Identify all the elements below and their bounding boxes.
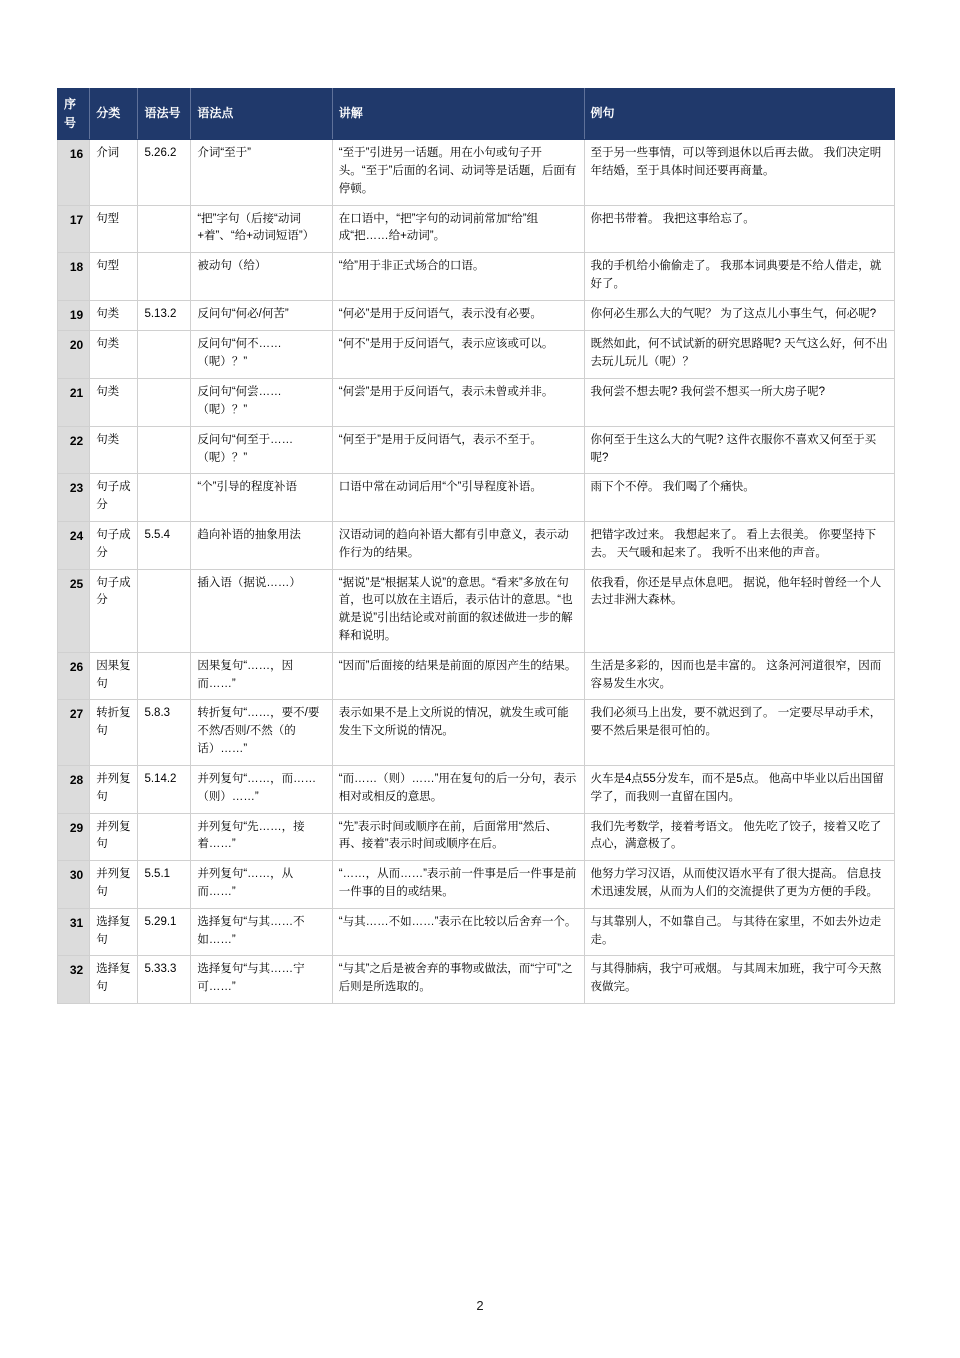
cell-category: 并列复句	[90, 861, 138, 909]
cell-grammar-point: 被动句（给）	[191, 253, 332, 301]
cell-grammar-no: 5.33.3	[138, 956, 191, 1004]
cell-grammar-no: 5.5.4	[138, 521, 191, 569]
cell-seq: 30	[58, 861, 90, 909]
cell-seq: 26	[58, 652, 90, 700]
cell-category: 句子成分	[90, 521, 138, 569]
cell-explanation: 表示如果不是上文所说的情况，就发生或可能发生下文所说的情况。	[332, 700, 584, 765]
cell-category: 句类	[90, 300, 138, 331]
cell-examples: 生活是多彩的，因而也是丰富的。 这条河河道很窄，因而容易发生水灾。	[584, 652, 894, 700]
column-header-grammar-point: 语法点	[191, 89, 332, 140]
cell-examples: 你何必生那么大的气呢？ 为了这点儿小事生气，何必呢?	[584, 300, 894, 331]
cell-explanation: “何至于”是用于反问语气，表示不至于。	[332, 426, 584, 474]
cell-examples: 火车是4点55分发车，而不是5点。 他高中毕业以后出国留学了，而我则一直留在国内。	[584, 765, 894, 813]
cell-seq: 31	[58, 908, 90, 956]
cell-grammar-point: 反问句“何不……（呢）？”	[191, 331, 332, 379]
column-header-examples: 例句	[584, 89, 894, 140]
cell-grammar-point: 并列复句“……，从而……”	[191, 861, 332, 909]
cell-explanation: “先”表示时间或顺序在前，后面常用“然后、再、接着”表示时间或顺序在后。	[332, 813, 584, 861]
cell-examples: 与其靠别人，不如靠自己。 与其待在家里，不如去外边走走。	[584, 908, 894, 956]
table-row	[58, 569, 895, 652]
table-row	[58, 700, 895, 765]
cell-examples: 与其得肺病，我宁可戒烟。 与其周末加班，我宁可今天熬夜做完。	[584, 956, 894, 1004]
cell-grammar-no	[138, 379, 191, 427]
cell-examples: 你把书带着。 我把这事给忘了。	[584, 205, 894, 253]
cell-seq: 28	[58, 765, 90, 813]
cell-seq: 29	[58, 813, 90, 861]
cell-seq: 22	[58, 426, 90, 474]
cell-examples: 把错字改过来。 我想起来了。 看上去很美。 你要坚持下去。 天气暖和起来了。 我听不出来他的声音。	[584, 521, 894, 569]
cell-grammar-point: 选择复句“与其……不如……”	[191, 908, 332, 956]
cell-seq: 25	[58, 569, 90, 652]
cell-explanation: 口语中常在动词后用“个”引导程度补语。	[332, 474, 584, 522]
cell-grammar-point: 转折复句“……，要不/要不然/否则/不然（的话）……”	[191, 700, 332, 765]
cell-grammar-no	[138, 331, 191, 379]
cell-category: 并列复句	[90, 813, 138, 861]
cell-seq: 18	[58, 253, 90, 301]
cell-grammar-point: 并列复句“先……，接着……”	[191, 813, 332, 861]
cell-examples: 我何尝不想去呢? 我何尝不想买一所大房子呢?	[584, 379, 894, 427]
column-header-grammar-no: 语法号	[138, 89, 191, 140]
cell-grammar-no	[138, 569, 191, 652]
table-row	[58, 956, 895, 1004]
cell-examples: 雨下个不停。 我们喝了个痛快。	[584, 474, 894, 522]
cell-explanation: “何尝”是用于反问语气，表示未曾或并非。	[332, 379, 584, 427]
cell-grammar-no	[138, 253, 191, 301]
cell-seq: 17	[58, 205, 90, 253]
cell-explanation: “何必”是用于反问语气，表示没有必要。	[332, 300, 584, 331]
cell-grammar-point: 介词“至于”	[191, 140, 332, 205]
cell-grammar-point: 反问句“何尝……（呢）？”	[191, 379, 332, 427]
cell-category: 并列复句	[90, 765, 138, 813]
cell-explanation: “与其”之后是被舍弃的事物或做法，而“宁可”之后则是所选取的。	[332, 956, 584, 1004]
column-header-explanation: 讲解	[332, 89, 584, 140]
cell-grammar-point: “把”字句（后接“动词+着”、“给+动词短语”）	[191, 205, 332, 253]
table-row	[58, 521, 895, 569]
cell-category: 选择复句	[90, 956, 138, 1004]
cell-grammar-point: 选择复句“与其……宁可……”	[191, 956, 332, 1004]
table-row	[58, 140, 895, 205]
cell-explanation: 在口语中，“把”字句的动词前常加“给”组成“把……给+动词”。	[332, 205, 584, 253]
cell-explanation: “与其……不如……”表示在比较以后舍弃一个。	[332, 908, 584, 956]
cell-grammar-no	[138, 474, 191, 522]
cell-explanation: “……，从而……”表示前一件事是后一件事是前一件事的目的或结果。	[332, 861, 584, 909]
cell-seq: 21	[58, 379, 90, 427]
cell-examples: 至于另一些事情，可以等到退休以后再去做。 我们决定明年结婚，至于具体时间还要再商量。	[584, 140, 894, 205]
cell-category: 因果复句	[90, 652, 138, 700]
cell-explanation: “何不”是用于反问语气，表示应该或可以。	[332, 331, 584, 379]
table-row	[58, 379, 895, 427]
cell-seq: 20	[58, 331, 90, 379]
cell-grammar-point: 并列复句“……，而……（则）……”	[191, 765, 332, 813]
cell-grammar-point: 反问句“何必/何苦”	[191, 300, 332, 331]
table-row	[58, 331, 895, 379]
table-header	[58, 89, 895, 140]
cell-examples: 我们必须马上出发，要不就迟到了。 一定要尽早动手术，要不然后果是很可怕的。	[584, 700, 894, 765]
table-row	[58, 861, 895, 909]
cell-seq: 32	[58, 956, 90, 1004]
cell-explanation: “而……（则）……”用在复句的后一分句，表示相对或相反的意思。	[332, 765, 584, 813]
cell-grammar-no	[138, 205, 191, 253]
cell-seq: 23	[58, 474, 90, 522]
cell-grammar-point: 因果复句“……，因而……”	[191, 652, 332, 700]
table-row	[58, 474, 895, 522]
cell-examples: 依我看，你还是早点休息吧。 据说，他年轻时曾经一个人去过非洲大森林。	[584, 569, 894, 652]
cell-explanation: “给”用于非正式场合的口语。	[332, 253, 584, 301]
cell-grammar-point: “个”引导的程度补语	[191, 474, 332, 522]
cell-explanation: 汉语动词的趋向补语大都有引申意义，表示动作行为的结果。	[332, 521, 584, 569]
cell-grammar-no: 5.14.2	[138, 765, 191, 813]
cell-grammar-no	[138, 813, 191, 861]
cell-seq: 19	[58, 300, 90, 331]
cell-category: 句子成分	[90, 474, 138, 522]
column-header-category: 分类	[90, 89, 138, 140]
table-body	[58, 140, 895, 1004]
table-row	[58, 765, 895, 813]
cell-seq: 16	[58, 140, 90, 205]
page-number: 2	[476, 1298, 484, 1313]
cell-grammar-no	[138, 652, 191, 700]
cell-examples: 你何至于生这么大的气呢? 这件衣服你不喜欢又何至于买呢?	[584, 426, 894, 474]
cell-category: 句型	[90, 253, 138, 301]
cell-category: 句子成分	[90, 569, 138, 652]
cell-explanation: “据说”是“根据某人说”的意思。“看来”多放在句首，也可以放在主语后，表示估计的意思。“也就是说”引出结论或对前面的叙述做进一步的解释和说明。	[332, 569, 584, 652]
column-header-seq: 序号	[58, 89, 90, 140]
cell-grammar-no: 5.13.2	[138, 300, 191, 331]
cell-category: 句类	[90, 379, 138, 427]
cell-examples: 他努力学习汉语，从而使汉语水平有了很大提高。 信息技术迅速发展，从而为人们的交流提供了更为方便的手段。	[584, 861, 894, 909]
cell-seq: 27	[58, 700, 90, 765]
cell-grammar-no: 5.26.2	[138, 140, 191, 205]
grammar-table	[57, 88, 895, 1004]
cell-seq: 24	[58, 521, 90, 569]
table-row	[58, 908, 895, 956]
cell-category: 转折复句	[90, 700, 138, 765]
cell-grammar-no	[138, 426, 191, 474]
cell-category: 介词	[90, 140, 138, 205]
table-row	[58, 813, 895, 861]
table-row	[58, 300, 895, 331]
cell-examples: 既然如此，何不试试新的研究思路呢? 天气这么好，何不出去玩儿玩儿（呢）？	[584, 331, 894, 379]
table-row	[58, 205, 895, 253]
table-header-row	[58, 89, 895, 140]
cell-examples: 我们先考数学，接着考语文。 他先吃了饺子，接着又吃了点心，满意极了。	[584, 813, 894, 861]
cell-grammar-no: 5.8.3	[138, 700, 191, 765]
cell-grammar-no: 5.5.1	[138, 861, 191, 909]
cell-grammar-point: 插入语（据说……）	[191, 569, 332, 652]
cell-examples: 我的手机给小偷偷走了。 我那本词典要是不给人借走，就好了。	[584, 253, 894, 301]
cell-category: 句类	[90, 331, 138, 379]
cell-grammar-no: 5.29.1	[138, 908, 191, 956]
cell-explanation: “因而”后面接的结果是前面的原因产生的结果。	[332, 652, 584, 700]
table-row	[58, 253, 895, 301]
cell-category: 选择复句	[90, 908, 138, 956]
cell-grammar-point: 反问句“何至于……（呢）？”	[191, 426, 332, 474]
table-row	[58, 426, 895, 474]
cell-category: 句类	[90, 426, 138, 474]
table-row	[58, 652, 895, 700]
cell-explanation: “至于”引进另一话题。用在小句或句子开头。“至于”后面的名词、动词等是话题，后面有停顿。	[332, 140, 584, 205]
cell-grammar-point: 趋向补语的抽象用法	[191, 521, 332, 569]
cell-category: 句型	[90, 205, 138, 253]
